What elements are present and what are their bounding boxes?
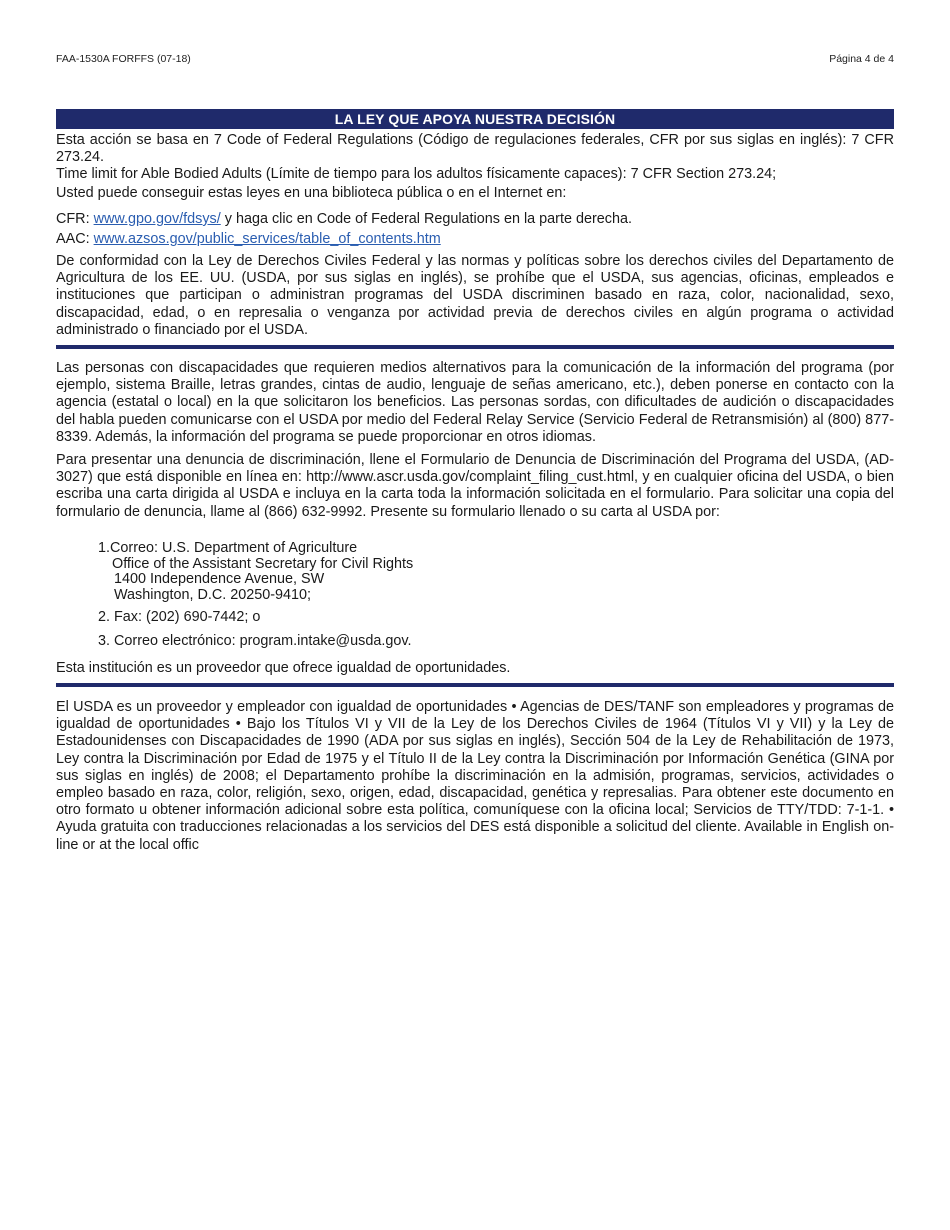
mail-line-3: 1400 Independence Avenue, SW xyxy=(114,571,325,588)
aac-link[interactable]: www.azsos.gov/public_services/table_of_contents.htm xyxy=(93,231,441,247)
footer-nondiscrimination-text: El USDA es un proveedor y empleador con igualdad de oportunidades • Agencias de DES/TANF son empleadores y programas de igualdad de oportunidades • Bajo los Títulos VI y VII de la Ley de los Derechos Civiles de 1964 (Títulos VI y VII) y la Ley de Estadounidenses con Discapacidades de 1990 (ADA por sus siglas en inglés), Sección 504 de la Ley de Rehabilitación de 1973, Ley contra la Discriminación por Edad de 1975 y el Título II de la Ley contra la Discriminación por Información Genética (GINA por sus siglas en inglés) de 2008; el Departamento prohíbe la discriminación en la admisión, programas, servicios, actividades o empleo basado en raza, color, religión, sexo, origen, edad, discapacidad, genética y represalias. Para obtener este documento en otro formato u obtener información adicional sobre esta política, comuníquese con la oficina local; Servicios de TTY/TDD: 7-1-1. • Ayuda gratuita con traducciones relacionadas a los servicios del DES está disponible a solicitud del cliente. Available in English on-line or at the local offic xyxy=(56,699,894,853)
cfr-link[interactable]: www.gpo.gov/fdsys/ xyxy=(93,211,221,227)
footer-divider xyxy=(56,683,894,687)
mail-line-4: Washington, D.C. 20250-9410; xyxy=(114,586,312,603)
section-banner: LA LEY QUE APOYA NUESTRA DECISIÓN xyxy=(56,109,894,129)
aac-label: AAC: xyxy=(56,231,90,247)
aac-line xyxy=(56,231,894,248)
mail-line-2: Office of the Assistant Secretary for Civil Rights xyxy=(112,555,414,572)
fax-item: 2. Fax: (202) 690-7442; o xyxy=(98,609,261,625)
where-to-find-line: Usted puede conseguir estas leyes en una biblioteca pública o en el Internet en: xyxy=(56,185,567,201)
mail-line-1: 1.Correo: U.S. Department of Agriculture xyxy=(98,540,358,556)
cfr-line xyxy=(56,211,894,228)
cfr-instructions: y haga clic en Code of Federal Regulations en la parte derecha. xyxy=(224,211,632,227)
page-number: Página 4 de 4 xyxy=(829,53,894,65)
form-code: FAA-1530A FORFFS (07-18) xyxy=(56,53,191,65)
mail-address-block xyxy=(98,541,413,603)
email-item: 3. Correo electrónico: program.intake@usda.gov. xyxy=(98,633,412,649)
complaint-paragraph: Para presentar una denuncia de discriminación, llene el Formulario de Denuncia de Discriminación del Programa del USDA, (AD-3027) que está disponible en línea en: http://www.ascr.usda.gov/complaint_filing_cust.html, y en cualquier oficina del USDA, o bien escriba una carta dirigida al USDA e incluya en la carta toda la información solicitada en el formulario. Para solicitar una copia del formulario de denuncia, llame al (866) 632-9992. Presente su formulario llenado o su carta al USDA por: xyxy=(56,452,894,520)
law-basis-paragraph: Esta acción se basa en 7 Code of Federal Regulations (Código de regulaciones federales, CFR por sus siglas en inglés): 7 CFR 273.24. xyxy=(56,132,894,166)
disabilities-paragraph: Las personas con discapacidades que requieren medios alternativos para la comunicación de la información del programa (por ejemplo, sistema Braille, letras grandes, cintas de audio, lenguaje de señas americano, etc.), deben ponerse en contacto con la agencia (estatal o local) en la que solicitaron los beneficios. Las personas sordas, con dificultades de audición o discapacidades del habla pueden comunicarse con el USDA por medio del Federal Relay Service (Servicio Federal de Retransmisión) al (800) 877-8339. Además, la información del programa se puede proporcionar en otros idiomas. xyxy=(56,360,894,445)
civil-rights-paragraph: De conformidad con la Ley de Derechos Civiles Federal y las normas y políticas sobre los derechos civiles del Departamento de Agricultura de los EE. UU. (USDA, por sus siglas en inglés), se prohíbe que el USDA, sus agencias, oficinas, empleados e instituciones que participan o administran programas del USDA discriminen basado en raza, color, nacionalidad, sexo, discapacidad, edad, o en represalia o venganza por actividad previa de derechos civiles en algún programa o actividad administrado o financiado por el USDA. xyxy=(56,253,894,338)
cfr-label: CFR: xyxy=(56,211,90,227)
equal-opportunity-statement: Esta institución es un proveedor que ofrece igualdad de oportunidades. xyxy=(56,660,511,676)
time-limit-line: Time limit for Able Bodied Adults (Límite de tiempo para los adultos físicamente capaces): 7 CFR Section 273.24; xyxy=(56,166,777,182)
section-divider xyxy=(56,345,894,349)
